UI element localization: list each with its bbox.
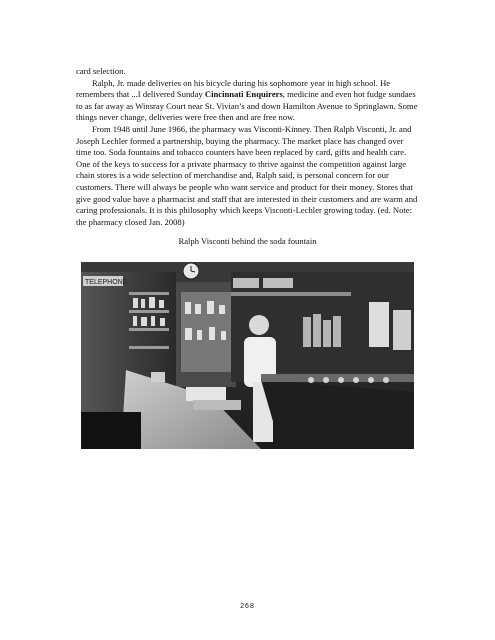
photo-illustration <box>81 262 414 449</box>
paragraph-2-end: , medicine and even hot fudge sundaes to as far away as Winsray Court near St. Vivian’s and down Hamilton Avenue to Springlawn. Some things never change, deliveries were free then and are free now. <box>76 89 418 123</box>
paragraph-2 <box>76 78 420 124</box>
photo-caption: Ralph Visconti behind the soda fountain <box>178 236 317 246</box>
paragraph-2-start: Ralph, Jr. made deliveries on his bicycle during his sophomore year in high school. He remembers that ...I delivered Sunday <box>76 77 391 100</box>
telephone-sign: TELEPHONE <box>85 279 128 286</box>
soda-fountain-photo <box>81 262 414 449</box>
paragraph-1: card selection. <box>76 66 126 76</box>
body-text <box>76 66 420 228</box>
paragraph-3: From 1948 until June 1966, the pharmacy was Visconti-Kinney. Then Ralph Visconti, Jr. and Joseph Lechler formed a partnership, buying the pharmacy. The market place has changed over time too. Soda fountains and tobacco counters have been replaced by card, gifts and health care. One of the keys to success for a private pharmacy to thrive against the competition against large chain stores is a wide selection of merchandise and, Ralph said, is personal concern for our customers. There will always be people who want service and product for their money. Stores that give good value have a pharmacist and staff that are interested in their customers and are warm and caring professionals. It is this philosophy which keeps Visconti-Lechler growing today. (ed. Note: the pharmacy closed Jan. 2008) <box>76 123 418 227</box>
page-number: 268 <box>240 603 255 610</box>
newspaper-name: Cincinnati Enquirers <box>204 89 283 100</box>
